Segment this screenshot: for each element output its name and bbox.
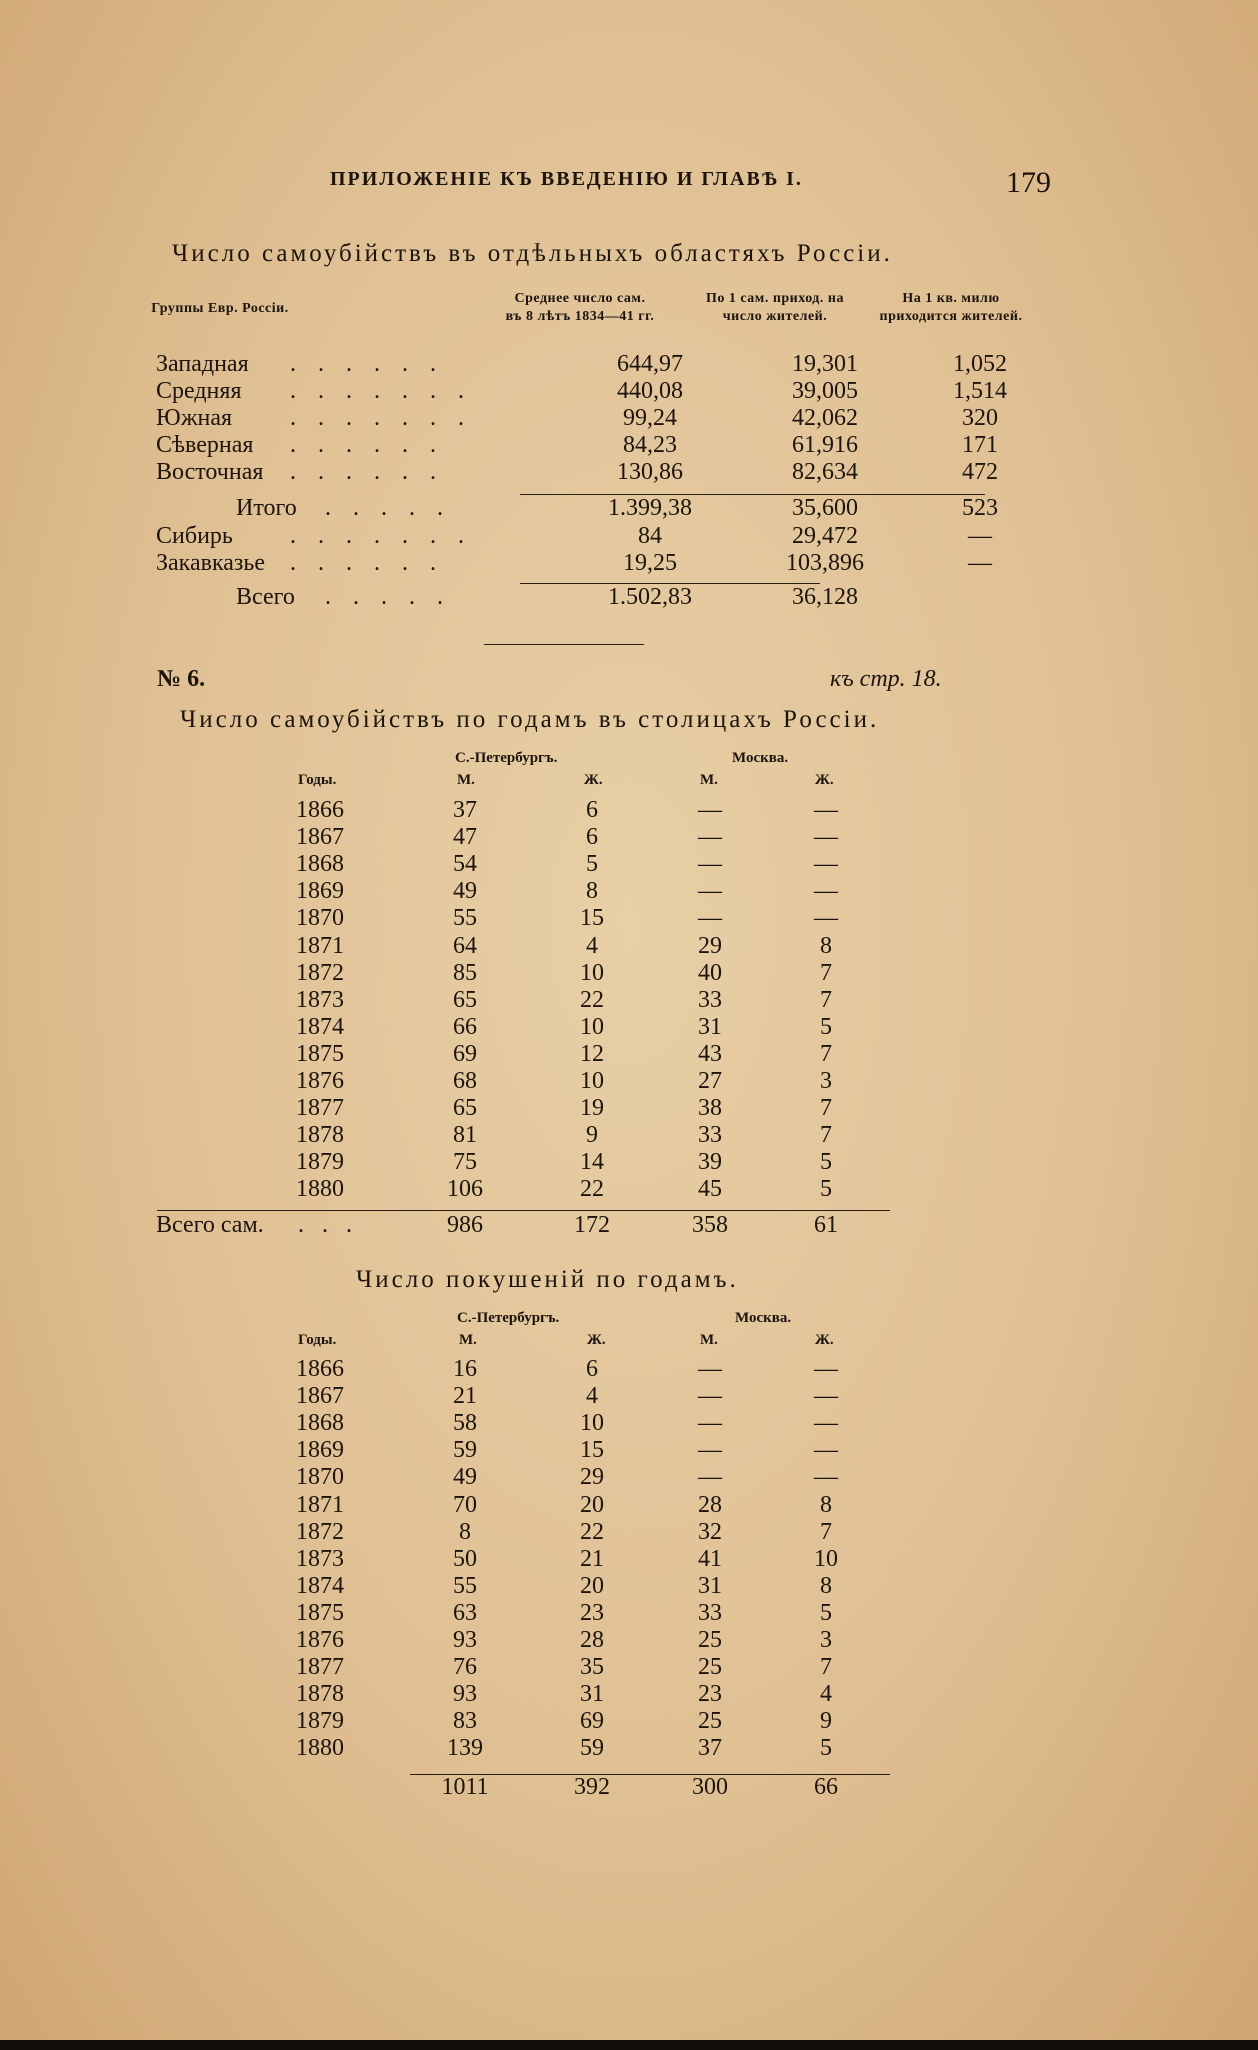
region-average: 84,23 [623, 432, 677, 458]
itogo-label: Итого [236, 495, 297, 521]
attempts-row-spb-f: 23 [580, 1600, 604, 1626]
attempts-row-year: 1871 [296, 1492, 344, 1518]
suicides-total-row [150, 1212, 910, 1239]
vsego-label: Всего [236, 584, 295, 610]
suicides-row-spb-m: 64 [453, 933, 477, 959]
attempts-row-msk-m: — [698, 1410, 722, 1436]
separator-rule [484, 644, 644, 645]
region-row [150, 351, 1050, 378]
suicides-row [150, 933, 910, 960]
suicides-row-msk-m: 38 [698, 1095, 722, 1121]
attempts-row-msk-m: — [698, 1356, 722, 1382]
attempts-row-spb-m: 59 [453, 1437, 477, 1463]
suicides-row-msk-f: — [814, 878, 838, 904]
suicides-row-spb-f: 6 [586, 797, 598, 823]
leader-dots: . . . . . [325, 495, 451, 521]
region-name: Средняя [156, 378, 242, 404]
attempts-total-msk-f: 66 [814, 1774, 838, 1800]
suicides-row-msk-m: 33 [698, 1122, 722, 1148]
suicides-row [150, 878, 910, 905]
col-header-groups: Группы Евр. Россіи. [151, 301, 289, 316]
suicides-row [150, 1095, 910, 1122]
rule-above-vsego [520, 583, 820, 584]
attempts-row-spb-m: 93 [453, 1627, 477, 1653]
regions-table-title: Число самоубійствъ въ отдѣльныхъ областяхъ Россіи. [172, 240, 893, 267]
attempts-row-spb-m: 63 [453, 1600, 477, 1626]
attempts-row-spb-m: 139 [447, 1735, 483, 1761]
region-average: 440,08 [617, 378, 683, 404]
suicides-row-year: 1870 [296, 905, 344, 931]
suicides-row-msk-m: — [698, 797, 722, 823]
suicides-row [150, 987, 910, 1014]
attempts-row-msk-m: — [698, 1437, 722, 1463]
suicides-total-msk-f: 61 [814, 1212, 838, 1238]
suicides-total-spb-m: 986 [447, 1212, 483, 1238]
suicides-row-spb-f: 22 [580, 987, 604, 1013]
suicides-row-spb-f: 10 [580, 1068, 604, 1094]
attempts-row-spb-m: 83 [453, 1708, 477, 1734]
region-average: 84 [638, 523, 662, 549]
suicides-row-year: 1875 [296, 1041, 344, 1067]
suicides-row-spb-f: 4 [586, 933, 598, 959]
attempts-row [150, 1735, 910, 1762]
attempts-city1: С.-Петербургъ. [457, 1310, 560, 1326]
suicides-col-year: Годы. [298, 772, 337, 788]
suicides-row-spb-f: 6 [586, 824, 598, 850]
attempts-row-msk-f: — [814, 1356, 838, 1382]
suicides-row-spb-f: 14 [580, 1149, 604, 1175]
region-name: Южная [156, 405, 233, 431]
suicides-row-msk-m: 43 [698, 1041, 722, 1067]
region-average: 19,25 [623, 550, 677, 576]
suicides-row-year: 1871 [296, 933, 344, 959]
attempts-row-msk-f: — [814, 1410, 838, 1436]
attempts-row-year: 1876 [296, 1627, 344, 1653]
suicides-city1: С.-Петербургъ. [455, 750, 558, 766]
suicides-row-year: 1869 [296, 878, 344, 904]
attempts-row-year: 1880 [296, 1735, 344, 1761]
attempts-row-msk-m: 25 [698, 1627, 722, 1653]
region-row [150, 405, 1050, 432]
attempts-row-msk-m: — [698, 1464, 722, 1490]
region-row [150, 459, 1050, 486]
suicides-row-year: 1872 [296, 960, 344, 986]
attempts-row-spb-m: 76 [453, 1654, 477, 1680]
leader-dots: . . . . . . [290, 459, 444, 485]
leader-dots: . . . . . . [290, 550, 444, 576]
attempts-row-spb-f: 29 [580, 1464, 604, 1490]
leader-dots: . . . . . [325, 584, 451, 610]
suicides-row-year: 1876 [296, 1068, 344, 1094]
suicides-row-spb-m: 49 [453, 878, 477, 904]
suicides-row-msk-f: 5 [820, 1149, 832, 1175]
attempts-row [150, 1681, 910, 1708]
col-header-average: Среднее число сам. въ 8 лѣтъ 1834—41 гг. [505, 291, 655, 324]
attempts-row-year: 1866 [296, 1356, 344, 1382]
suicides-row-spb-m: 81 [453, 1122, 477, 1148]
attempts-row [150, 1600, 910, 1627]
suicides-row-spb-m: 68 [453, 1068, 477, 1094]
attempts-row-msk-m: 41 [698, 1546, 722, 1572]
suicides-row-spb-m: 47 [453, 824, 477, 850]
suicides-col-msk-m: М. [700, 772, 718, 788]
attempts-row-msk-f: — [814, 1464, 838, 1490]
attempts-row-spb-m: 21 [453, 1383, 477, 1409]
attempts-row-spb-m: 50 [453, 1546, 477, 1572]
page-reference: къ стр. 18. [830, 666, 942, 692]
suicides-row-msk-f: — [814, 824, 838, 850]
attempts-row-msk-f: 7 [820, 1654, 832, 1680]
itogo-per-capita: 35,600 [792, 495, 858, 521]
attempts-row-spb-f: 4 [586, 1383, 598, 1409]
suicides-row-spb-m: 65 [453, 1095, 477, 1121]
region-name: Восточная [156, 459, 264, 485]
suicides-row-msk-f: — [814, 851, 838, 877]
attempts-row [150, 1356, 910, 1383]
attempts-row-msk-f: 4 [820, 1681, 832, 1707]
suicides-row-year: 1878 [296, 1122, 344, 1148]
suicides-row-spb-m: 85 [453, 960, 477, 986]
attempts-row [150, 1464, 910, 1491]
attempts-row-year: 1875 [296, 1600, 344, 1626]
attempts-row-msk-m: — [698, 1383, 722, 1409]
attempts-row-spb-f: 21 [580, 1546, 604, 1572]
suicides-row-msk-f: 7 [820, 1095, 832, 1121]
suicides-row-msk-m: 40 [698, 960, 722, 986]
attempts-row-year: 1873 [296, 1546, 344, 1572]
attempts-row-spb-f: 69 [580, 1708, 604, 1734]
suicides-row-spb-f: 8 [586, 878, 598, 904]
suicides-row [150, 1176, 910, 1203]
attempts-total-row [150, 1774, 910, 1801]
attempts-row-msk-f: 8 [820, 1492, 832, 1518]
suicides-row-year: 1880 [296, 1176, 344, 1202]
suicides-row-spb-m: 55 [453, 905, 477, 931]
suicides-row-msk-f: 7 [820, 960, 832, 986]
suicides-row-year: 1877 [296, 1095, 344, 1121]
region-name: Западная [156, 351, 249, 377]
attempts-row-msk-m: 37 [698, 1735, 722, 1761]
attempts-row-msk-m: 23 [698, 1681, 722, 1707]
region-per-capita: 103,896 [786, 550, 864, 576]
leader-dots: . . . . . . . [290, 378, 472, 404]
attempts-row-year: 1878 [296, 1681, 344, 1707]
suicides-row [150, 1041, 910, 1068]
suicides-row-year: 1866 [296, 797, 344, 823]
suicides-col-spb-f: Ж. [584, 772, 603, 788]
attempts-row [150, 1410, 910, 1437]
region-row [150, 432, 1050, 459]
suicides-row-msk-f: 5 [820, 1176, 832, 1202]
attempts-city2: Москва. [735, 1310, 792, 1326]
suicides-row [150, 1149, 910, 1176]
attempts-row [150, 1654, 910, 1681]
attempts-row-year: 1874 [296, 1573, 344, 1599]
itogo-row [150, 495, 1050, 522]
section-number: № 6. [157, 666, 206, 692]
attempts-row [150, 1492, 910, 1519]
suicides-row-spb-f: 10 [580, 960, 604, 986]
attempts-col-spb-f: Ж. [587, 1332, 606, 1348]
attempts-row-msk-m: 33 [698, 1600, 722, 1626]
region-average: 644,97 [617, 351, 683, 377]
suicides-row [150, 1122, 910, 1149]
region-per-capita: 61,916 [792, 432, 858, 458]
region-density: — [968, 550, 992, 576]
attempts-row-spb-m: 55 [453, 1573, 477, 1599]
suicides-row-spb-m: 75 [453, 1149, 477, 1175]
vsego-average: 1.502,83 [608, 584, 692, 610]
attempts-row-spb-f: 10 [580, 1410, 604, 1436]
attempts-row-spb-m: 70 [453, 1492, 477, 1518]
attempts-row [150, 1437, 910, 1464]
attempts-row-spb-m: 93 [453, 1681, 477, 1707]
attempts-row [150, 1546, 910, 1573]
suicides-row-msk-m: 33 [698, 987, 722, 1013]
vsego-row [150, 584, 1050, 611]
attempts-row-msk-f: 3 [820, 1627, 832, 1653]
region-name: Закавказье [156, 550, 265, 576]
region-density: 320 [962, 405, 998, 431]
attempts-row [150, 1573, 910, 1600]
attempts-total-spb-m: 1011 [441, 1774, 489, 1800]
attempts-row-msk-f: — [814, 1437, 838, 1463]
suicides-row-year: 1867 [296, 824, 344, 850]
attempts-table-title: Число покушеній по годамъ. [356, 1266, 739, 1293]
attempts-row-year: 1872 [296, 1519, 344, 1545]
region-density: 171 [962, 432, 998, 458]
attempts-row-spb-m: 8 [459, 1519, 471, 1545]
suicides-row-msk-f: — [814, 797, 838, 823]
suicides-total-dots: . . . [298, 1212, 358, 1238]
suicides-row-msk-f: 7 [820, 1122, 832, 1148]
col-header-per-capita: По 1 сам. приход. на число жителей. [706, 291, 844, 324]
attempts-row-msk-m: 32 [698, 1519, 722, 1545]
suicides-row-spb-f: 22 [580, 1176, 604, 1202]
suicides-row-year: 1879 [296, 1149, 344, 1175]
attempts-row-spb-f: 15 [580, 1437, 604, 1463]
region-per-capita: 29,472 [792, 523, 858, 549]
suicides-row-msk-m: 27 [698, 1068, 722, 1094]
suicides-row-msk-m: 29 [698, 933, 722, 959]
attempts-row-msk-f: 5 [820, 1735, 832, 1761]
attempts-row [150, 1383, 910, 1410]
region-density: — [968, 523, 992, 549]
suicides-row [150, 851, 910, 878]
suicides-row-msk-f: 5 [820, 1014, 832, 1040]
suicides-row-msk-f: 8 [820, 933, 832, 959]
scan-edge [0, 2040, 1258, 2050]
attempts-row-msk-f: — [814, 1383, 838, 1409]
attempts-col-spb-m: М. [459, 1332, 477, 1348]
suicides-row-spb-m: 65 [453, 987, 477, 1013]
attempts-row-spb-f: 28 [580, 1627, 604, 1653]
region-density: 472 [962, 459, 998, 485]
suicides-row-spb-f: 10 [580, 1014, 604, 1040]
attempts-row-spb-m: 49 [453, 1464, 477, 1490]
suicides-row-msk-f: 3 [820, 1068, 832, 1094]
suicides-row-spb-m: 69 [453, 1041, 477, 1067]
attempts-row-msk-m: 25 [698, 1708, 722, 1734]
region-per-capita: 39,005 [792, 378, 858, 404]
attempts-row-spb-f: 20 [580, 1492, 604, 1518]
col-header-density: На 1 кв. милю приходится жителей. [879, 291, 1023, 324]
suicides-total-label: Всего сам. [156, 1212, 264, 1238]
attempts-col-msk-m: М. [700, 1332, 718, 1348]
suicides-row-msk-f: — [814, 905, 838, 931]
suicides-row-year: 1868 [296, 851, 344, 877]
suicides-city2: Москва. [732, 750, 789, 766]
suicides-row-spb-f: 9 [586, 1122, 598, 1148]
page-number: 179 [1006, 166, 1051, 199]
suicides-row [150, 1068, 910, 1095]
attempts-row-spb-f: 31 [580, 1681, 604, 1707]
attempts-row-year: 1868 [296, 1410, 344, 1436]
suicides-row-spb-f: 19 [580, 1095, 604, 1121]
vsego-per-capita: 36,128 [792, 584, 858, 610]
attempts-col-msk-f: Ж. [815, 1332, 834, 1348]
suicides-row-msk-m: 31 [698, 1014, 722, 1040]
attempts-row-spb-f: 6 [586, 1356, 598, 1382]
rule-above-itogo [520, 494, 985, 495]
leader-dots: . . . . . . . [290, 405, 472, 431]
suicides-row-msk-m: — [698, 878, 722, 904]
suicides-col-msk-f: Ж. [815, 772, 834, 788]
attempts-row-msk-f: 8 [820, 1573, 832, 1599]
region-density: 1,052 [953, 351, 1007, 377]
region-name: Сѣверная [156, 432, 254, 458]
attempts-col-year: Годы. [298, 1332, 337, 1348]
region-per-capita: 42,062 [792, 405, 858, 431]
suicides-table-title: Число самоубійствъ по годамъ въ столицахъ Россіи. [180, 706, 880, 733]
suicides-row-spb-m: 54 [453, 851, 477, 877]
suicides-row-msk-f: 7 [820, 1041, 832, 1067]
region-row [150, 550, 1050, 577]
suicides-row-spb-f: 15 [580, 905, 604, 931]
suicides-row-spb-f: 12 [580, 1041, 604, 1067]
attempts-row-msk-m: 31 [698, 1573, 722, 1599]
suicides-row-year: 1873 [296, 987, 344, 1013]
region-per-capita: 19,301 [792, 351, 858, 377]
suicides-row-msk-m: 39 [698, 1149, 722, 1175]
region-per-capita: 82,634 [792, 459, 858, 485]
suicides-row-msk-f: 7 [820, 987, 832, 1013]
suicides-row-msk-m: — [698, 851, 722, 877]
attempts-row-spb-m: 16 [453, 1356, 477, 1382]
attempts-row-spb-m: 58 [453, 1410, 477, 1436]
suicides-total-spb-f: 172 [574, 1212, 610, 1238]
attempts-row-msk-f: 10 [814, 1546, 838, 1572]
attempts-row-msk-f: 5 [820, 1600, 832, 1626]
attempts-total-msk-m: 300 [692, 1774, 728, 1800]
suicides-row [150, 1014, 910, 1041]
itogo-average: 1.399,38 [608, 495, 692, 521]
attempts-row-msk-f: 9 [820, 1708, 832, 1734]
suicides-row-spb-m: 106 [447, 1176, 483, 1202]
region-row [150, 378, 1050, 405]
attempts-row-year: 1877 [296, 1654, 344, 1680]
suicides-col-spb-m: М. [457, 772, 475, 788]
attempts-row [150, 1708, 910, 1735]
suicides-row-msk-m: 45 [698, 1176, 722, 1202]
suicides-row-spb-m: 66 [453, 1014, 477, 1040]
suicides-row [150, 824, 910, 851]
leader-dots: . . . . . . [290, 351, 444, 377]
suicides-row-msk-m: — [698, 824, 722, 850]
suicides-row [150, 797, 910, 824]
attempts-row-msk-m: 28 [698, 1492, 722, 1518]
attempts-row-year: 1869 [296, 1437, 344, 1463]
suicides-row-year: 1874 [296, 1014, 344, 1040]
suicides-row [150, 960, 910, 987]
suicides-row [150, 905, 910, 932]
running-header: ПРИЛОЖЕНІЕ КЪ ВВЕДЕНІЮ И ГЛАВѢ I. [330, 168, 803, 190]
attempts-row-year: 1879 [296, 1708, 344, 1734]
suicides-row-msk-m: — [698, 905, 722, 931]
itogo-density: 523 [962, 495, 998, 521]
attempts-row [150, 1519, 910, 1546]
suicides-total-msk-m: 358 [692, 1212, 728, 1238]
attempts-row-msk-m: 25 [698, 1654, 722, 1680]
suicides-row-spb-m: 37 [453, 797, 477, 823]
attempts-row [150, 1627, 910, 1654]
region-density: 1,514 [953, 378, 1007, 404]
leader-dots: . . . . . . [290, 432, 444, 458]
leader-dots: . . . . . . . [290, 523, 472, 549]
attempts-row-spb-f: 22 [580, 1519, 604, 1545]
region-row [150, 523, 1050, 550]
region-average: 130,86 [617, 459, 683, 485]
attempts-row-spb-f: 20 [580, 1573, 604, 1599]
attempts-row-spb-f: 35 [580, 1654, 604, 1680]
suicides-total-rule [157, 1210, 890, 1211]
attempts-row-msk-f: 7 [820, 1519, 832, 1545]
attempts-row-year: 1870 [296, 1464, 344, 1490]
region-name: Сибирь [156, 523, 233, 549]
attempts-row-year: 1867 [296, 1383, 344, 1409]
region-average: 99,24 [623, 405, 677, 431]
suicides-row-spb-f: 5 [586, 851, 598, 877]
attempts-total-spb-f: 392 [574, 1774, 610, 1800]
attempts-row-spb-f: 59 [580, 1735, 604, 1761]
